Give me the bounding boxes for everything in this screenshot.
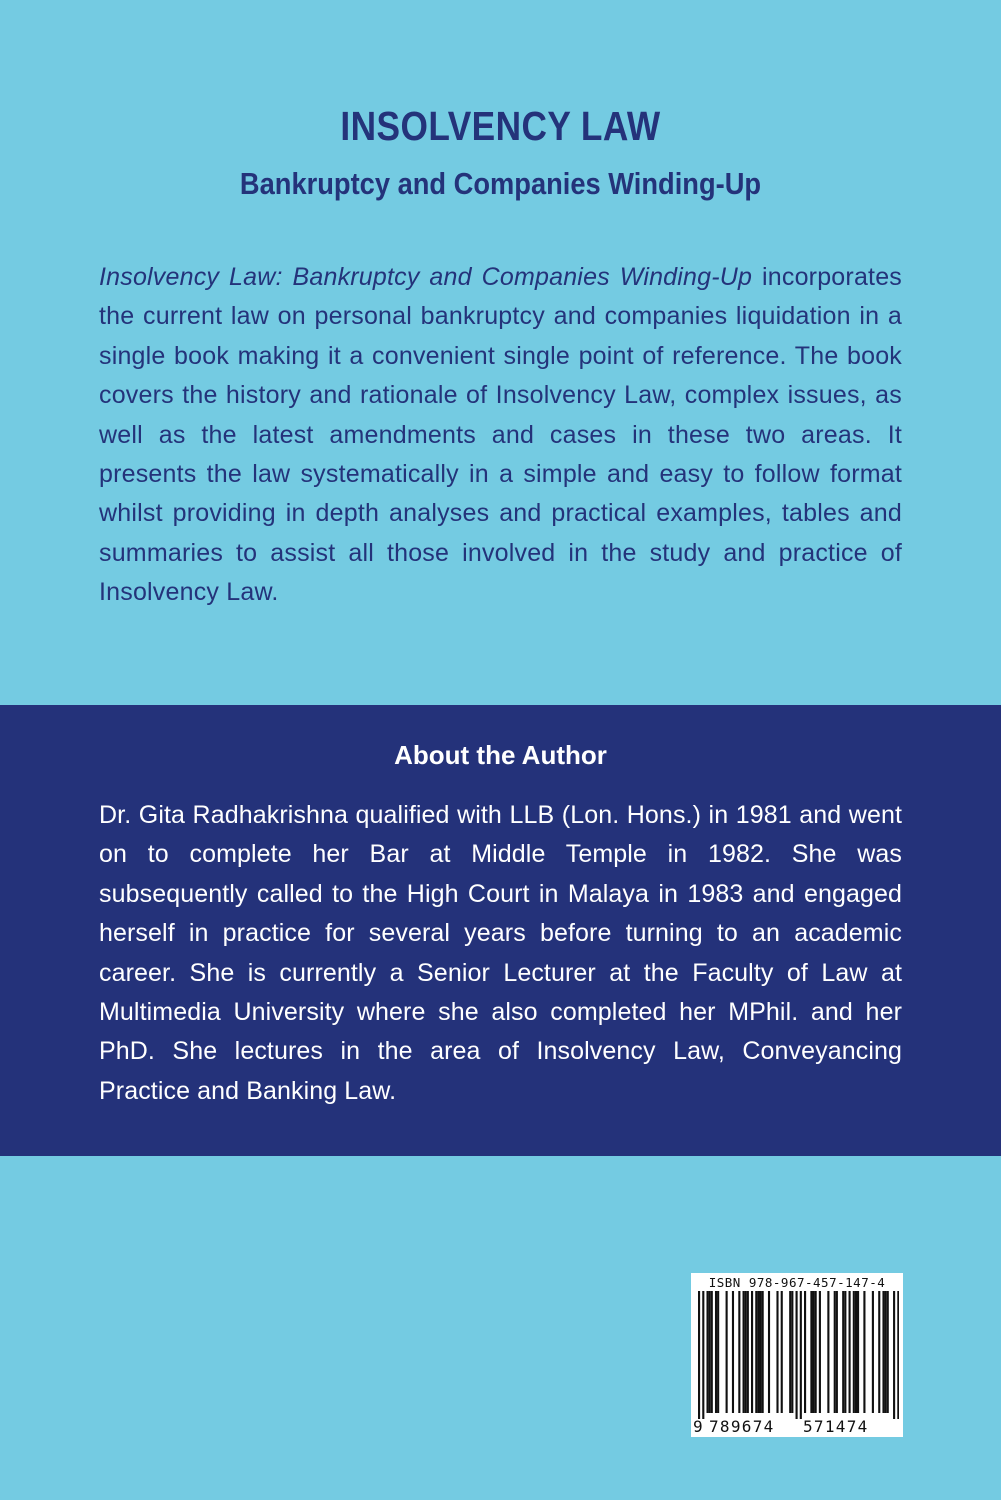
barcode-bar (863, 1291, 865, 1413)
description-italic-lead: Insolvency Law: Bankruptcy and Companies Winding-Up (99, 263, 753, 291)
barcode-bar (755, 1291, 757, 1413)
about-author-heading: About the Author (394, 740, 607, 770)
barcode-bar (717, 1291, 719, 1413)
title-block (0, 100, 1001, 204)
barcode-bar (815, 1291, 817, 1413)
barcode-lead-digit: 9 (693, 1417, 703, 1436)
barcode-bar (759, 1291, 761, 1413)
barcode-bar (844, 1291, 846, 1413)
barcode-bar (738, 1291, 740, 1413)
barcode-bar (711, 1291, 713, 1413)
barcode-bar (751, 1291, 753, 1413)
barcode-bar (762, 1291, 764, 1413)
barcode-bar (709, 1291, 711, 1413)
barcode-bar (853, 1291, 855, 1413)
barcode-bar (698, 1291, 700, 1419)
barcode-bar (804, 1291, 806, 1413)
barcode-right-group: 571474 (803, 1417, 869, 1436)
barcode-bar (757, 1291, 759, 1413)
barcode-bar (726, 1291, 728, 1413)
book-title: INSOLVENCY LAW (340, 103, 661, 149)
barcode-bar (732, 1291, 734, 1413)
barcode-bar (768, 1291, 770, 1413)
barcode-left-group: 789674 (709, 1417, 775, 1436)
barcode-bar (789, 1291, 791, 1413)
barcode-bar (855, 1291, 857, 1413)
barcode-bar (800, 1291, 802, 1419)
barcode-bar (776, 1291, 778, 1413)
barcode-bar (878, 1291, 880, 1413)
barcode-bar (849, 1291, 851, 1413)
barcode-bar (887, 1291, 889, 1413)
description-body: incorporates the current law on personal bankruptcy and companies liquidation in a single book making it a convenient single point of reference. The book covers the history and rationale of Insolvency Law, complex issues, as well as the latest amendments and cases in these two areas. It presents the law systematically in a simple and easy to follow format whilst providing in depth analyses and practical examples, tables and summaries to assist all those involved in the study and practice of Insolvency Law. (99, 263, 902, 607)
author-bio: Dr. Gita Radhakrishna qualified with LLB (Lon. Hons.) in 1981 and went on to complete her Bar at Middle Temple in 1982. She was subsequently called to the High Court in Malaya in 1983 and engaged herself in practice for several years before turning to an academic career. She is currently a Senior Lecturer at the Faculty of Law at Multimedia University where she also completed her MPhil. and her PhD. She lectures in the area of Insolvency Law, Conveyancing Practice and Banking Law. (99, 801, 902, 1105)
barcode-bar (715, 1291, 717, 1413)
barcode-bar (842, 1291, 844, 1413)
barcode-bar (834, 1291, 836, 1413)
barcode-bar (885, 1291, 887, 1413)
barcode-bar (702, 1291, 704, 1419)
barcode-bar (745, 1291, 747, 1413)
barcode-bars (695, 1291, 899, 1419)
barcode-bar (796, 1291, 798, 1419)
barcode-bar (882, 1291, 884, 1413)
barcode-bar (897, 1291, 899, 1419)
barcode-bar (747, 1291, 749, 1413)
barcode-bar (781, 1291, 783, 1413)
barcode-bar (857, 1291, 859, 1413)
book-description (99, 258, 902, 613)
barcode-bar (706, 1291, 708, 1413)
barcode-bar (812, 1291, 814, 1413)
barcode-digits (691, 1417, 903, 1437)
barcode-bar (893, 1291, 895, 1419)
barcode-bar (836, 1291, 838, 1413)
barcode-bar (791, 1291, 793, 1413)
barcode-bar (827, 1291, 829, 1413)
book-subtitle: Bankruptcy and Companies Winding-Up (239, 166, 762, 201)
isbn-label: ISBN 978-967-457-147-4 (708, 1275, 886, 1290)
barcode-bar (872, 1291, 874, 1413)
barcode-bar (810, 1291, 812, 1413)
barcode-bar (743, 1291, 745, 1413)
barcode-bar (819, 1291, 821, 1413)
isbn-barcode (691, 1273, 903, 1437)
